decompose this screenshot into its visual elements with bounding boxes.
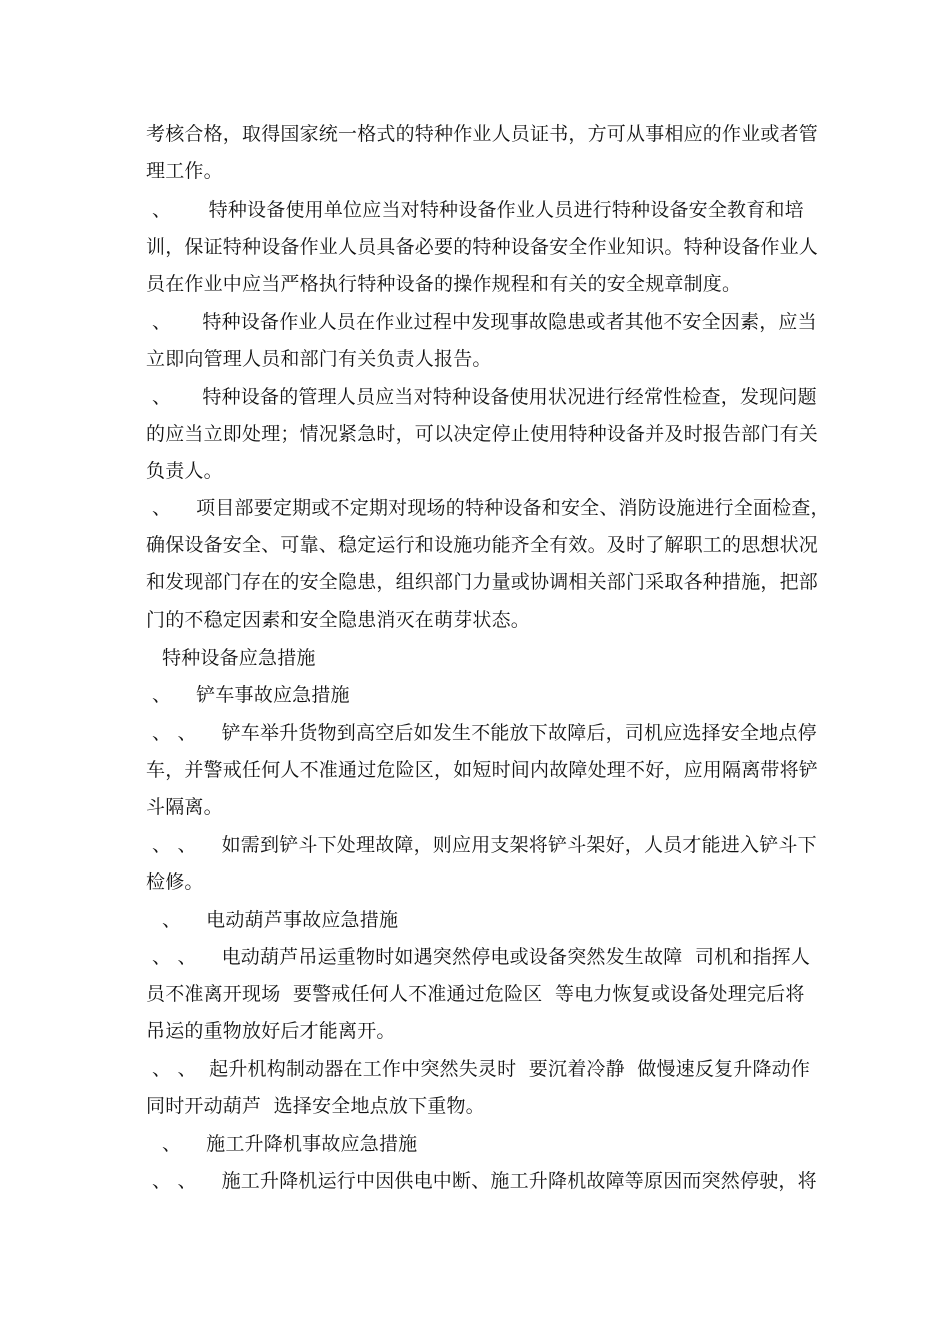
text-line: 、 、 如需到铲斗下处理故障，则应用支架将铲斗架好，人员才能进入铲斗下 [152,834,817,856]
text-line: 门的不稳定因素和安全隐患消灭在萌芽状态。 [146,609,531,631]
text-line: 、 、 施工升降机运行中因供电中断、施工升降机故障等原因而突然停驶，将 [152,1170,817,1192]
text-line: 的应当立即处理；情况紧急时，可以决定停止使用特种设备并及时报告部门有关 [146,423,819,445]
section-heading: 特种设备应急措施 [162,647,316,669]
text-line: 车，并警戒任何人不准通过危险区，如短时间内故障处理不好，应用隔离带将铲 [146,759,819,781]
text-line: 考核合格，取得国家统一格式的特种作业人员证书，方可从事相应的作业或者管 [146,123,819,145]
text-line: 训，保证特种设备作业人员具备必要的特种设备安全作业知识。特种设备作业人 [146,236,819,258]
text-line: 员在作业中应当严格执行特种设备的操作规程和有关的安全规章制度。 [146,273,742,295]
text-line: 斗隔离。 [146,796,223,818]
text-line: 、 、 电动葫芦吊运重物时如遇突然停电或设备突然发生故障 司机和指挥人 [152,946,811,968]
text-line: 、 、 铲车举升货物到高空后如发生不能放下故障后，司机应选择安全地点停 [152,722,817,744]
text-line: 和发现部门存在的安全隐患，组织部门力量或协调相关部门采取各种措施，把部 [146,571,819,593]
text-line: 吊运的重物放好后才能离开。 [146,1020,396,1042]
text-line: 检修。 [146,871,204,893]
text-line: 确保设备安全、可靠、稳定运行和设施功能齐全有效。及时了解职工的思想状况 [146,534,819,556]
subsection-heading: 、 电动葫芦事故应急措施 [162,909,399,931]
text-line: 理工作。 [146,160,223,182]
subsection-heading: 、 施工升降机事故应急措施 [162,1133,418,1155]
text-line: 员不准离开现场 要警戒任何人不准通过危险区 等电力恢复或设备处理完后将 [146,983,805,1005]
subsection-heading: 、 铲车事故应急措施 [152,684,350,706]
text-line: 同时开动葫芦 选择安全地点放下重物。 [146,1095,485,1117]
text-line: 立即向管理人员和部门有关负责人报告。 [146,348,492,370]
text-line: 负责人。 [146,460,223,482]
text-line: 、 特种设备的管理人员应当对特种设备使用状况进行经常性检查，发现问题 [152,386,817,408]
text-line: 、 项目部要定期或不定期对现场的特种设备和安全、消防设施进行全面检查， [152,497,830,519]
text-line: 、 、 起升机构制动器在工作中突然失灵时 要沉着冷静 做慢速反复升降动作 [152,1058,811,1080]
text-line: 、 特种设备作业人员在作业过程中发现事故隐患或者其他不安全因素，应当 [152,311,817,333]
text-line: 、 特种设备使用单位应当对特种设备作业人员进行特种设备安全教育和培 [152,199,804,221]
